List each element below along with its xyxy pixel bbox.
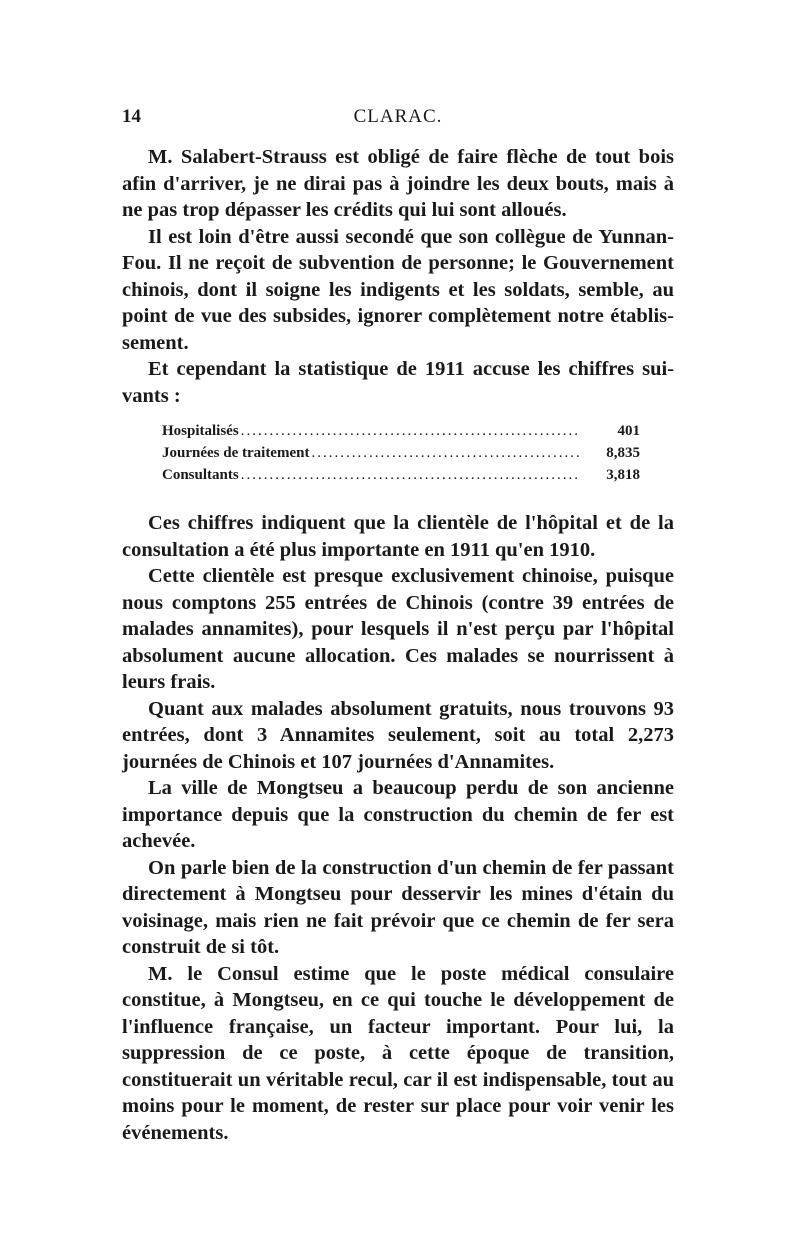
running-head bbox=[122, 106, 674, 132]
statistics-label: Consultants bbox=[162, 467, 239, 483]
statistics-value: 8,835 bbox=[606, 445, 640, 461]
statistics-value: 3,818 bbox=[606, 467, 640, 483]
text-block-before-table bbox=[122, 144, 674, 409]
statistics-table bbox=[162, 420, 640, 486]
paragraph: M. Salabert-Strauss est obligé de faire flèche de tout bois afin d'arriver, je ne dirai pas à joindre les deux bouts, mais à ne pas trop dépasser les crédits qui lui sont alloués. bbox=[122, 146, 674, 221]
paragraph: Et cependant la statistique de 1911 accuse les chiffres sui-vants : bbox=[122, 358, 674, 407]
running-title: CLARAC. bbox=[353, 106, 443, 127]
paragraph: M. le Consul estime que le poste médical consulaire constitue, à Mongtseu, en ce qui touche le développement de l'influence française, un facteur important. Pour lui, la suppression de ce poste, à cette époque de transition, constituerait un véritable recul, car il est indispensable, tout au moins pour le moment, de rester sur place pour voir venir les événements. bbox=[122, 962, 674, 1144]
page-number: 14 bbox=[122, 106, 141, 127]
statistics-value: 401 bbox=[617, 423, 640, 439]
dot-leader bbox=[311, 442, 580, 464]
dot-leader bbox=[241, 420, 580, 442]
paragraph: La ville de Mongtseu a beaucoup perdu de son ancienne importance depuis que la construction du chemin de fer est achevée. bbox=[122, 777, 674, 852]
statistics-label: Journées de traitement bbox=[162, 445, 310, 461]
statistics-row bbox=[162, 464, 640, 486]
paragraph: Il est loin d'être aussi secondé que son collègue de Yunnan-Fou. Il ne reçoit de subvention de personne; le Gouvernement chinois, dont il soigne les indigents et les soldats, semble, au point de vue des subsides, ignorer complètement notre établis-sement. bbox=[122, 225, 674, 354]
paragraph: On parle bien de la construction d'un chemin de fer passant directement à Mongtseu pour desservir les mines d'étain du voisinage, mais rien ne fait prévoir que ce chemin de fer sera construit de si tôt. bbox=[122, 856, 674, 958]
paragraph: Ces chiffres indiquent que la clientèle de l'hôpital et de la consultation a été plus importante en 1911 qu'en 1910. bbox=[122, 512, 674, 561]
text-block-after-table bbox=[122, 510, 674, 1146]
paragraph: Quant aux malades absolument gratuits, nous trouvons 93 entrées, dont 3 Annamites seulement, soit au total 2,273 journées de Chinois et 107 journées d'Annamites. bbox=[122, 697, 674, 773]
statistics-row bbox=[162, 420, 640, 442]
statistics-row bbox=[162, 442, 640, 464]
dot-leader bbox=[241, 464, 580, 486]
statistics-label: Hospitalisés bbox=[162, 423, 239, 439]
paragraph: Cette clientèle est presque exclusivement chinoise, puisque nous comptons 255 entrées de Chinois (contre 39 entrées de malades annamites), pour lesquels il n'est perçu par l'hôpital absolument aucune allocation. Ces malades se nourrissent à leurs frais. bbox=[122, 565, 674, 693]
